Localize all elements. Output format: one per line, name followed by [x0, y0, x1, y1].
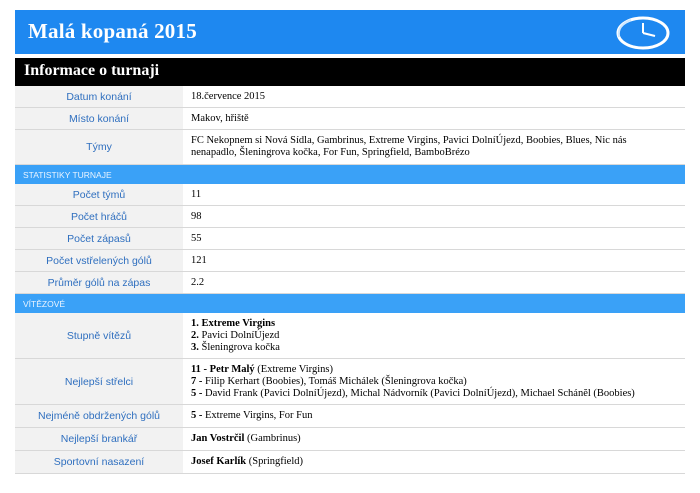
table-row	[15, 228, 685, 250]
row-label: Datum konání	[15, 86, 183, 107]
row-label: Nejlepší střelci	[15, 359, 183, 404]
winners-band: VÍTĚZOVÉ	[15, 294, 685, 313]
row-value: 11	[191, 188, 202, 200]
table-row	[15, 359, 685, 405]
row-label: Počet hráčů	[15, 206, 183, 227]
table-row	[15, 130, 685, 165]
row-label: Nejméně obdržených gólů	[15, 405, 183, 427]
table-row	[15, 108, 685, 130]
clock-icon	[613, 15, 671, 51]
scorers-list	[183, 359, 685, 404]
info-table	[15, 86, 685, 474]
page-title: Malá kopaná 2015	[28, 19, 197, 43]
podium-item: 3. Šleningrova kočka	[191, 341, 280, 353]
stats-band: STATISTIKY TURNAJE	[15, 165, 685, 184]
table-row	[15, 184, 685, 206]
row-value: Makov, hřiště	[191, 112, 249, 124]
table-row	[15, 272, 685, 294]
row-value: 121	[191, 254, 207, 266]
row-value: 5 - Extreme Virgins, For Fun	[191, 410, 313, 421]
row-value: 55	[191, 232, 202, 244]
table-row	[15, 206, 685, 228]
row-value	[183, 130, 685, 164]
row-label: Počet týmů	[15, 184, 183, 205]
table-row	[15, 405, 685, 428]
row-label: Stupně vítězů	[15, 313, 183, 358]
row-label: Sportovní nasazení	[15, 451, 183, 473]
row-label: Počet vstřelených gólů	[15, 250, 183, 271]
row-value: Josef Karlík (Springfield)	[191, 456, 303, 467]
podium-item: 2. Pavici DolníÚjezd	[191, 329, 280, 341]
row-value: Jan Vostrčil (Gambrinus)	[191, 433, 301, 444]
row-label: Týmy	[15, 130, 183, 164]
scorer-line: 7 - Filip Kerhart (Boobies), Tomáš Michálek (Šleningrova kočka)	[191, 375, 467, 387]
table-row	[15, 451, 685, 474]
table-row	[15, 428, 685, 451]
scorer-line: 11 - Petr Malý (Extreme Virgins)	[191, 363, 333, 375]
section-header	[15, 58, 685, 86]
row-label: Průměr gólů na zápas	[15, 272, 183, 293]
row-value: 18.července 2015	[191, 90, 266, 102]
table-row	[15, 250, 685, 272]
teams-line: FC Nekopnem si Nová Sídla, Gambrinus, Extreme Virgins, Pavici DolníÚjezd, Boobies, Blues, Nic nás	[191, 135, 627, 146]
scorer-line: 5 - David Frank (Pavici DolníÚjezd), Michal Nádvorník (Pavici DolníÚjezd), Michael Schánĕl (Boobies)	[191, 387, 635, 399]
row-value: 2.2	[191, 276, 205, 288]
table-row	[15, 313, 685, 359]
podium-list	[183, 313, 685, 358]
table-row	[15, 86, 685, 108]
podium-item: 1. Extreme Virgins	[191, 317, 276, 329]
header-banner	[15, 10, 685, 54]
row-label: Místo konání	[15, 108, 183, 129]
section-title: Informace o turnaji	[24, 62, 160, 79]
row-label: Nejlepší brankář	[15, 428, 183, 450]
row-label: Počet zápasů	[15, 228, 183, 249]
teams-line: nenapadlo, Šleningrova kočka, For Fun, Springfield, BamboBrézo	[191, 147, 470, 158]
row-value: 98	[191, 210, 202, 222]
